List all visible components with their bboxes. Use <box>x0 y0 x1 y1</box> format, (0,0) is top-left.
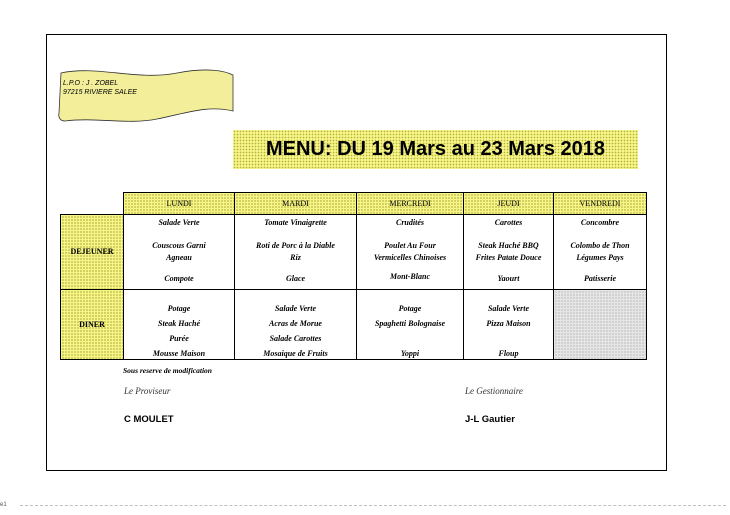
dish: Patisserie <box>584 274 616 283</box>
dejeuner-row <box>61 215 647 290</box>
diner-wednesday <box>357 290 464 360</box>
page-footer <box>0 498 730 515</box>
dish: Acras de Morue <box>269 319 322 328</box>
dish: Yaourt <box>497 274 520 283</box>
dish: Floup <box>498 349 519 358</box>
school-name: L.P.O : J . ZOBEL <box>63 80 119 87</box>
dejeuner-friday <box>554 215 647 290</box>
dish: Vermicelles Chinoises <box>373 253 447 262</box>
dish: Salade Verte <box>274 304 317 313</box>
dish: Mont-Blanc <box>389 272 430 281</box>
diner-thursday <box>464 290 554 360</box>
day-header-monday: LUNDI <box>124 193 235 215</box>
dish: Mosaique de Fruits <box>263 349 328 358</box>
meal-label-dejeuner: DEJEUNER <box>61 215 124 290</box>
dejeuner-monday <box>124 215 235 290</box>
modification-note: Sous reserve de modification <box>123 366 212 375</box>
diner-row <box>61 290 647 360</box>
dejeuner-thursday <box>464 215 554 290</box>
dish: Potage <box>167 304 191 313</box>
school-address: 97215 RIVIERE SALEE <box>63 89 137 96</box>
dish: Couscous Garni <box>152 241 206 250</box>
signature-name-gestionnaire: J-L Gautier <box>465 414 515 425</box>
dish: Poulet Au Four <box>384 241 436 250</box>
signature-name-proviseur: C MOULET <box>124 414 174 425</box>
day-header-tuesday: MARDI <box>235 193 357 215</box>
dish: Roti de Porc à la Diable <box>256 241 335 250</box>
dish: Compote <box>164 274 194 283</box>
page-break-rule <box>20 505 726 506</box>
dish: Salade Carottes <box>269 334 322 343</box>
dish: Agneau <box>166 253 192 262</box>
dish: Mousse Maison <box>152 349 206 358</box>
dish: Steak Haché BBQ <box>478 241 539 250</box>
scroll-shape <box>57 67 235 125</box>
meal-label-diner: DINER <box>61 290 124 360</box>
dish: Légumes Pays <box>576 253 624 262</box>
school-banner <box>57 67 235 125</box>
diner-monday <box>124 290 235 360</box>
dish: Salade Verte <box>487 304 530 313</box>
day-header-wednesday: MERCREDI <box>357 193 464 215</box>
dish: Riz <box>290 253 301 262</box>
day-header-friday: VENDREDI <box>554 193 647 215</box>
signature-role-gestionnaire: Le Gestionnaire <box>465 386 523 396</box>
dish: Spaghetti Bolognaise <box>374 319 445 328</box>
dish: Tomate Vinaigrette <box>264 218 327 227</box>
dejeuner-wednesday <box>357 215 464 290</box>
diner-friday-empty <box>554 290 647 360</box>
menu-title: MENU: DU 19 Mars au 23 Mars 2018 <box>233 130 638 169</box>
dish: Colombo de Thon <box>570 241 630 250</box>
dish: Salade Verte <box>158 218 200 227</box>
dish: Yoppi <box>400 349 420 358</box>
dish: Frites Patate Douce <box>475 253 542 262</box>
dejeuner-tuesday <box>235 215 357 290</box>
page-indicator: e1 <box>0 502 7 508</box>
dish: Steak Haché <box>158 319 200 328</box>
diner-tuesday <box>235 290 357 360</box>
dish: Glace <box>285 274 306 283</box>
dish: Purée <box>169 334 189 343</box>
dish: Potage <box>398 304 422 313</box>
dish: Carottes <box>494 218 523 227</box>
signature-role-proviseur: Le Proviseur <box>124 386 171 396</box>
dish: Crudités <box>395 218 424 227</box>
menu-table <box>60 192 647 360</box>
dish: Concombre <box>580 218 620 227</box>
day-header-thursday: JEUDI <box>464 193 554 215</box>
dish: Pizza Maison <box>486 319 531 328</box>
corner-cell <box>61 193 124 215</box>
day-header-row <box>61 193 647 215</box>
